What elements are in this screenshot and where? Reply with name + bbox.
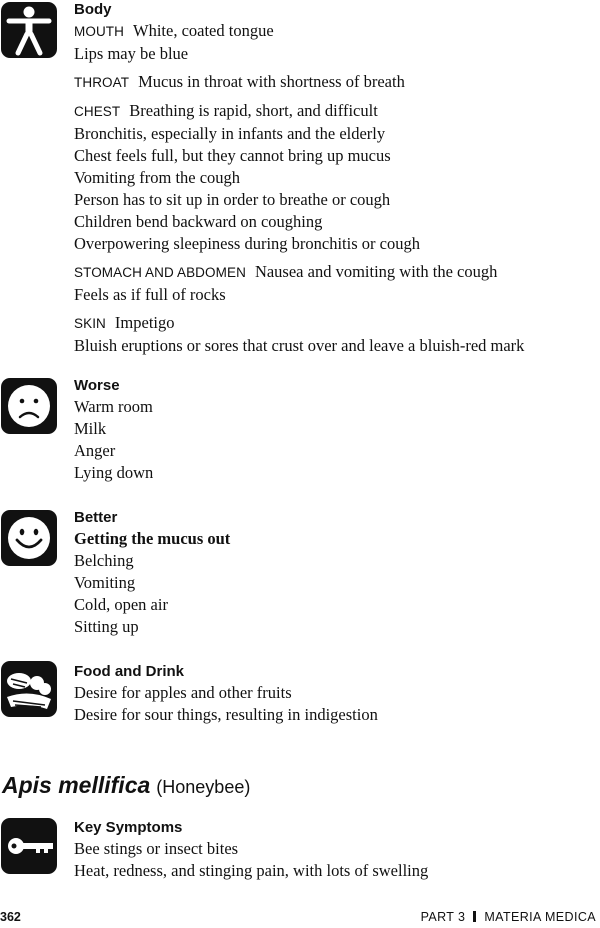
remedy-title [2, 770, 250, 804]
symptom-line: Lips may be blue [74, 44, 189, 63]
better-item: Belching [74, 551, 134, 570]
symptom-line: Overpowering sleepiness during bronchitis or cough [74, 234, 420, 253]
symptom-text: Nausea and vomiting with the cough [254, 262, 498, 281]
running-footer [421, 910, 596, 924]
footer-separator [473, 911, 476, 922]
worse-item: Milk [74, 419, 107, 438]
body-section-label: SKIN [74, 316, 106, 331]
key-list [74, 838, 592, 882]
worse-item: Anger [74, 441, 116, 460]
key-block [74, 818, 592, 882]
better-block [74, 508, 592, 638]
better-item: Sitting up [74, 617, 139, 636]
symptom-line [74, 20, 592, 43]
body-section-label: MOUTH [74, 24, 124, 39]
better-item: Vomiting [74, 573, 136, 592]
symptom-line: Person has to sit up in order to breathe or cough [74, 190, 391, 209]
food-item: Desire for sour things, resulting in indigestion [74, 705, 378, 724]
food-list [74, 682, 592, 726]
key-icon [1, 818, 57, 874]
symptom-text: Impetigo [114, 313, 175, 332]
remedy-common-name: (Honeybee) [156, 777, 251, 797]
body-heading: Body [74, 1, 112, 18]
food-heading: Food and Drink [74, 663, 184, 680]
worse-item: Lying down [74, 463, 154, 482]
footer-part: PART 3 [420, 910, 466, 924]
remedy-latin-name: Apis mellifica [2, 772, 151, 798]
page-number: 362 [0, 910, 21, 924]
key-item: Heat, redness, and stinging pain, with lots of swelling [74, 861, 429, 880]
worse-block [74, 376, 592, 484]
symptom-line: Feels as if full of rocks [74, 285, 226, 304]
smile-face-icon [1, 510, 57, 566]
food-block [74, 662, 592, 726]
worse-item: Warm room [74, 397, 153, 416]
symptom-line: Children bend backward on coughing [74, 212, 323, 231]
better-item: Getting the mucus out [74, 529, 231, 548]
food-icon [1, 661, 57, 717]
symptom-line [74, 312, 592, 335]
symptom-line: Vomiting from the cough [74, 168, 241, 187]
body-section-label: CHEST [74, 104, 121, 119]
symptom-text: Breathing is rapid, short, and difficult [129, 101, 378, 120]
page-footer [0, 910, 600, 926]
symptom-line [74, 261, 592, 284]
frown-face-icon [1, 378, 57, 434]
body-block [74, 0, 592, 357]
better-list [74, 528, 592, 638]
symptom-line [74, 71, 592, 94]
symptom-text: Mucus in throat with shortness of breath [138, 72, 405, 91]
key-heading: Key Symptoms [74, 819, 183, 836]
symptom-line [74, 100, 592, 123]
key-item: Bee stings or insect bites [74, 839, 239, 858]
body-section-label: THROAT [74, 75, 130, 90]
worse-list [74, 396, 592, 484]
body-section-label: STOMACH AND ABDOMEN [74, 265, 246, 280]
symptom-line: Bluish eruptions or sores that crust over and leave a bluish-red mark [74, 336, 525, 355]
body-sections [74, 20, 592, 357]
body-figure-icon [1, 2, 57, 58]
symptom-text: White, coated tongue [133, 21, 274, 40]
worse-heading: Worse [74, 377, 120, 394]
footer-section: MATERIA MEDICA [484, 910, 596, 924]
symptom-line: Bronchitis, especially in infants and the elderly [74, 124, 386, 143]
better-item: Cold, open air [74, 595, 168, 614]
food-item: Desire for apples and other fruits [74, 683, 292, 702]
symptom-line: Chest feels full, but they cannot bring up mucus [74, 146, 391, 165]
better-heading: Better [74, 509, 118, 526]
